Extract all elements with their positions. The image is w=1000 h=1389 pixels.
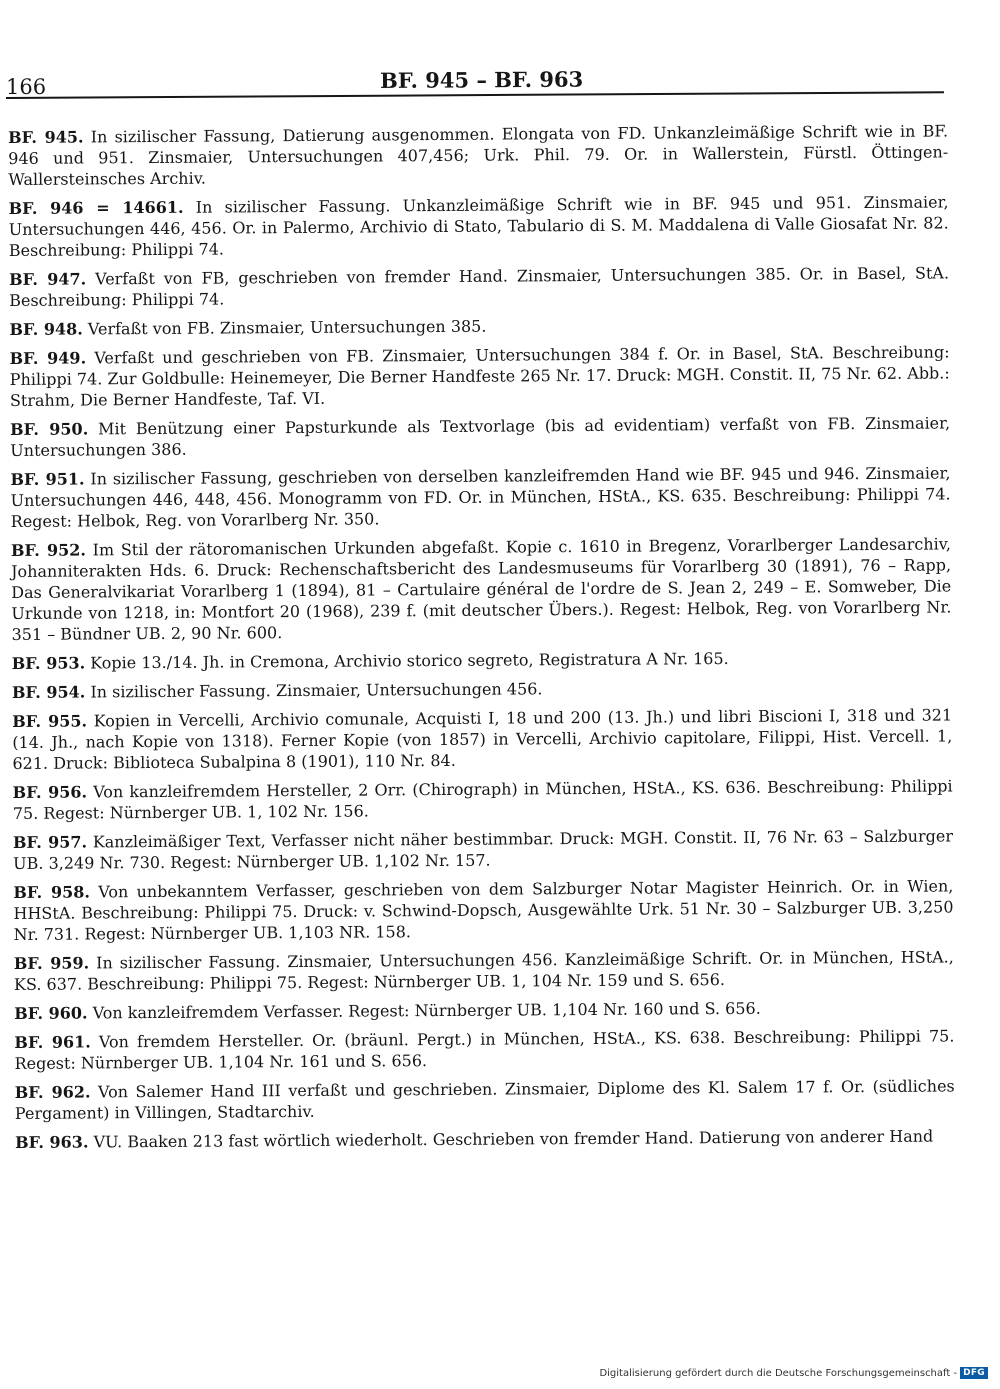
running-head: BF. 945 – BF. 963: [380, 66, 584, 93]
entry: [12, 704, 952, 774]
entry-id: BF. 959.: [13, 953, 90, 973]
entry: [10, 341, 950, 411]
entry: [9, 262, 949, 311]
entry-text: In sizilischer Fassung, Datierung ausgenommen. Elongata von FD. Unkanzleimäßige Schrift wie in BF. 946 und 951. Zinsmaier, Untersuchungen 407,456; Urk. Phil. 79. Or. in Wallerstein, Fürstl. Öttingen-Wallersteinsches Archiv.: [8, 121, 949, 189]
entry: [15, 1125, 955, 1153]
entry-id: BF. 945.: [8, 127, 84, 147]
entry: [11, 533, 952, 645]
entry-text: VU. Baaken 213 fast wörtlich wiederholt. Geschrieben von fremder Hand. Datierung von anderer Hand: [88, 1126, 934, 1152]
entry: [15, 1075, 955, 1124]
footer-credit-text: Digitalisierung gefördert durch die Deutsche Forschungsgemeinschaft -: [599, 1367, 958, 1379]
entry: [14, 946, 954, 995]
entry-text: Verfaßt von FB. Zinsmaier, Untersuchungen 385.: [82, 316, 487, 339]
entry-id: BF. 957.: [12, 832, 88, 852]
entry-text: Verfaßt und geschrieben von FB. Zinsmaier, Untersuchungen 384 f. Or. in Basel, StA. Beschreibung: Philippi 74. Zur Goldbulle: Heinemeyer, Die Berner Handfeste 265 Nr. 17. Druck: MGH. Constit. II, 75 Nr. 62. Abb.: Strahm, Die Berner Handfeste, Taf. VI.: [9, 342, 950, 410]
dfg-logo: DFG: [960, 1367, 988, 1379]
entry: [13, 775, 953, 824]
entry-text: Von Salemer Hand III verfaßt und geschrieben. Zinsmaier, Diplome des Kl. Salem 17 f. Or. (südliches Pergament) in Villingen, Stadtarchiv.: [14, 1076, 955, 1123]
entry: [12, 675, 952, 703]
entry-text: Von kanzleifremdem Hersteller, 2 Orr. (Chirograph) in München, HStA., KS. 636. Beschreibung: Philippi 75. Regest: Nürnberger UB. 1, 102 Nr. 156.: [12, 776, 953, 823]
entry-text: Im Stil der rätoromanischen Urkunden abgefaßt. Kopie c. 1610 in Bregenz, Vorarlberger Landesarchiv, Johanniterakten Hds. 6. Druck: Rechenschaftsbericht des Landesmuseums für Vorarlberg 30 (1891), 76 – Rapp, Das Generalvikariat Vorarlberg 1 (1894), 81 – Cartulaire général de l'ordre de S. Jean 2, 249 – E. Somweber, Die Urkunde von 1218, in: Montfort 20 (1968), 239 f. (mit deutscher Übers.). Regest: Helbok, Reg. von Vorarlberg Nr. 351 – Bündner UB. 2, 90 Nr. 600.: [11, 534, 952, 644]
entry-text: Verfaßt von FB, geschrieben von fremder Hand. Zinsmaier, Untersuchungen 385. Or. in Basel, StA. Beschreibung: Philippi 74.: [9, 263, 950, 310]
entry-text: Von unbekanntem Verfasser, geschrieben von dem Salzburger Notar Magister Heinrich. Or. in Wien, HHStA. Beschreibung: Philippi 75. Druck: v. Schwind-Dopsch, Ausgewählte Urk. 51 Nr. 30 – Salzburger UB. 3,250 Nr. 731. Regest: Nürnberger UB. 1,103 NR. 158.: [13, 876, 954, 944]
entry-id: BF. 946 = 14661.: [8, 197, 184, 218]
entry: [8, 120, 948, 190]
entry-id: BF. 953.: [11, 653, 86, 673]
entry: [9, 312, 949, 340]
entry-text: Kopien in Vercelli, Archivio comunale, Acquisti I, 18 und 200 (13. Jh.) und libri Biscioni I, 318 und 321 (14. Jh., nach Kopie von 1318). Ferner Kopie (von 1857) in Vercelli, Archivio capitolare, Filippi, Hist. Vercell. 1, 621. Druck: Biblioteca Subalpina 8 (1901), 110 Nr. 84.: [12, 705, 953, 773]
entry: [10, 412, 950, 461]
entry-id: BF. 958.: [13, 882, 91, 902]
entry: [14, 1025, 954, 1074]
entry-text: In sizilischer Fassung. Zinsmaier, Untersuchungen 456.: [85, 679, 543, 702]
entry: [8, 191, 948, 261]
entries-list: [8, 120, 955, 1161]
entry-text: Von kanzleifremdem Verfasser. Regest: Nürnberger UB. 1,104 Nr. 160 und S. 656.: [87, 998, 761, 1023]
entry-text: Kanzleimäßiger Text, Verfasser nicht näher bestimmbar. Druck: MGH. Constit. II, 76 Nr. 63 – Salzburger UB. 3,249 Nr. 730. Regest: Nürnberger UB. 1,102 Nr. 157.: [13, 826, 954, 873]
entry: [10, 462, 950, 532]
entry-id: BF. 948.: [9, 319, 83, 339]
entry-id: BF. 949.: [9, 348, 87, 368]
entry: [13, 875, 953, 945]
page-number: 166: [6, 75, 47, 99]
entry-id: BF. 962.: [14, 1082, 91, 1102]
entry-text: Mit Benützung einer Papsturkunde als Textvorlage (bis ad evidentiam) verfaßt von FB. Zinsmaier, Untersuchungen 386.: [10, 413, 951, 460]
entry-id: BF. 956.: [12, 782, 88, 802]
entry-id: BF. 960.: [14, 1003, 88, 1023]
entry-id: BF. 950.: [10, 419, 89, 439]
entry-text: In sizilischer Fassung. Unkanzleimäßige Schrift wie in BF. 945 und 951. Zinsmaier, Untersuchungen 446, 456. Or. in Palermo, Archivio di Stato, Tabulario di S. M. Maddalena di Valle Giosafat Nr. 82. Beschreibung: Philippi 74.: [8, 192, 949, 260]
entry: [12, 646, 952, 674]
entry-text: Kopie 13./14. Jh. in Cremona, Archivio storico segreto, Registratura A Nr. 165.: [85, 648, 729, 673]
entry: [13, 825, 953, 874]
footer-credit: [599, 1367, 988, 1379]
entry-text: In sizilischer Fassung. Zinsmaier, Untersuchungen 456. Kanzleimäßige Schrift. Or. in München, HStA., KS. 637. Beschreibung: Philippi 75. Regest: Nürnberger UB. 1, 104 Nr. 159 und S. 656.: [13, 947, 954, 994]
entry-text: In sizilischer Fassung, geschrieben von derselben kanzleifremden Hand wie BF. 945 und 946. Zinsmaier, Untersuchungen 446, 448, 456. Monogramm von FD. Or. in München, HStA., KS. 635. Beschreibung: Philippi 74. Regest: Helbok, Reg. von Vorarlberg Nr. 350.: [10, 463, 951, 531]
entry-text: Von fremdem Hersteller. Or. (bräunl. Pergt.) in München, HStA., KS. 638. Beschreibung: Philippi 75. Regest: Nürnberger UB. 1,104 Nr. 161 und S. 656.: [14, 1026, 955, 1073]
entry: [14, 996, 954, 1024]
entry-id: BF. 955.: [12, 711, 88, 731]
entry-id: BF. 961.: [14, 1032, 91, 1052]
entry-id: BF. 954.: [11, 682, 86, 702]
entry-id: BF. 947.: [8, 269, 87, 289]
entry-id: BF. 963.: [15, 1132, 89, 1152]
entry-id: BF. 951.: [10, 469, 85, 489]
entry-id: BF. 952.: [10, 540, 87, 560]
